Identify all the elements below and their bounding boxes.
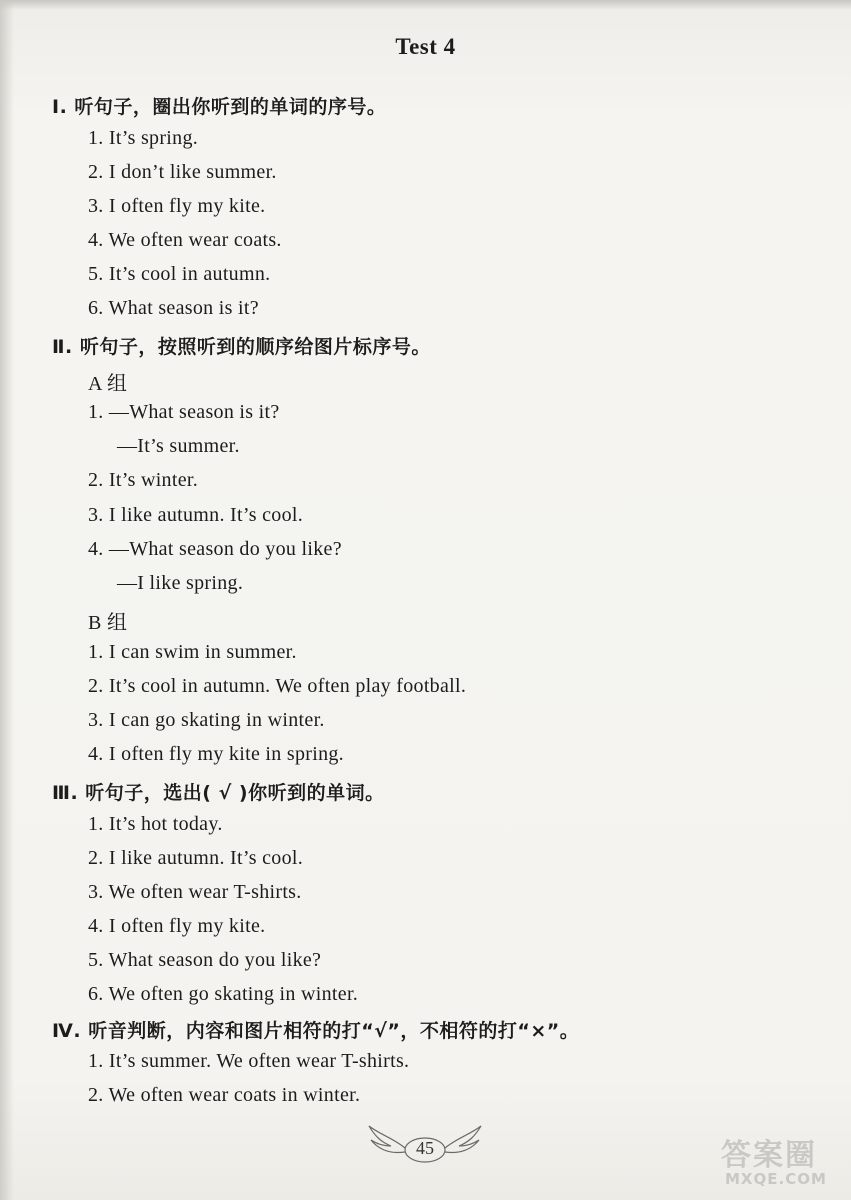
section-2-heading: Ⅱ. 听句子，按照听到的顺序给图片标序号。 (52, 336, 431, 358)
section-2-item: 2. It’s winter. (88, 469, 199, 491)
section-3-item: 2. I like autumn. It’s cool. (88, 847, 304, 869)
page-top-shadow (0, 0, 851, 10)
page-title: Test 4 (395, 34, 456, 59)
group-b-label: B 组 (88, 612, 128, 634)
section-4-item: 2. We often wear coats in winter. (88, 1084, 361, 1106)
section-4-heading: Ⅳ. 听音判断，内容和图片相符的打“√”，不相符的打“×”。 (52, 1020, 580, 1042)
section-3-heading: Ⅲ. 听句子，选出( √ )你听到的单词。 (52, 782, 385, 804)
section-1-item: 5. It’s cool in autumn. (88, 263, 271, 285)
section-3-item: 3. We often wear T-shirts. (88, 881, 302, 903)
group-a-label: A 组 (88, 373, 128, 395)
section-1-item: 3. I often fly my kite. (88, 195, 266, 217)
section-3-item: 4. I often fly my kite. (88, 915, 266, 937)
section-2-item: 1. —What season is it? (88, 401, 280, 423)
section-1-item: 6. What season is it? (88, 297, 259, 319)
section-2-item: —It’s summer. (117, 435, 240, 457)
section-2-item: 4. —What season do you like? (88, 538, 342, 560)
section-2-item: 4. I often fly my kite in spring. (88, 743, 344, 765)
section-1-item: 2. I don’t like summer. (88, 161, 277, 183)
section-3-item: 1. It’s hot today. (88, 813, 223, 835)
section-1-item: 1. It’s spring. (88, 127, 199, 149)
page-number: 45 (416, 1138, 434, 1158)
page-number-ornament (365, 1120, 485, 1166)
section-2-item: 3. I like autumn. It’s cool. (88, 504, 304, 526)
section-2-item: 2. It’s cool in autumn. We often play football. (88, 675, 467, 697)
watermark-logo (721, 1130, 831, 1194)
section-2-item: 3. I can go skating in winter. (88, 709, 325, 731)
section-3-item: 6. We often go skating in winter. (88, 983, 359, 1005)
section-4-item: 1. It’s summer. We often wear T-shirts. (88, 1050, 410, 1072)
section-1-item: 4. We often wear coats. (88, 229, 282, 251)
section-2-item: 1. I can swim in summer. (88, 641, 297, 663)
watermark-url: MXQE.COM (725, 1170, 827, 1188)
page-edge-shadow (0, 0, 14, 1200)
section-2-item: —I like spring. (117, 572, 244, 594)
section-1-heading: Ⅰ. 听句子，圈出你听到的单词的序号。 (52, 96, 387, 118)
section-3-item: 5. What season do you like? (88, 949, 322, 971)
watermark-text: 答案圈 (721, 1138, 817, 1173)
